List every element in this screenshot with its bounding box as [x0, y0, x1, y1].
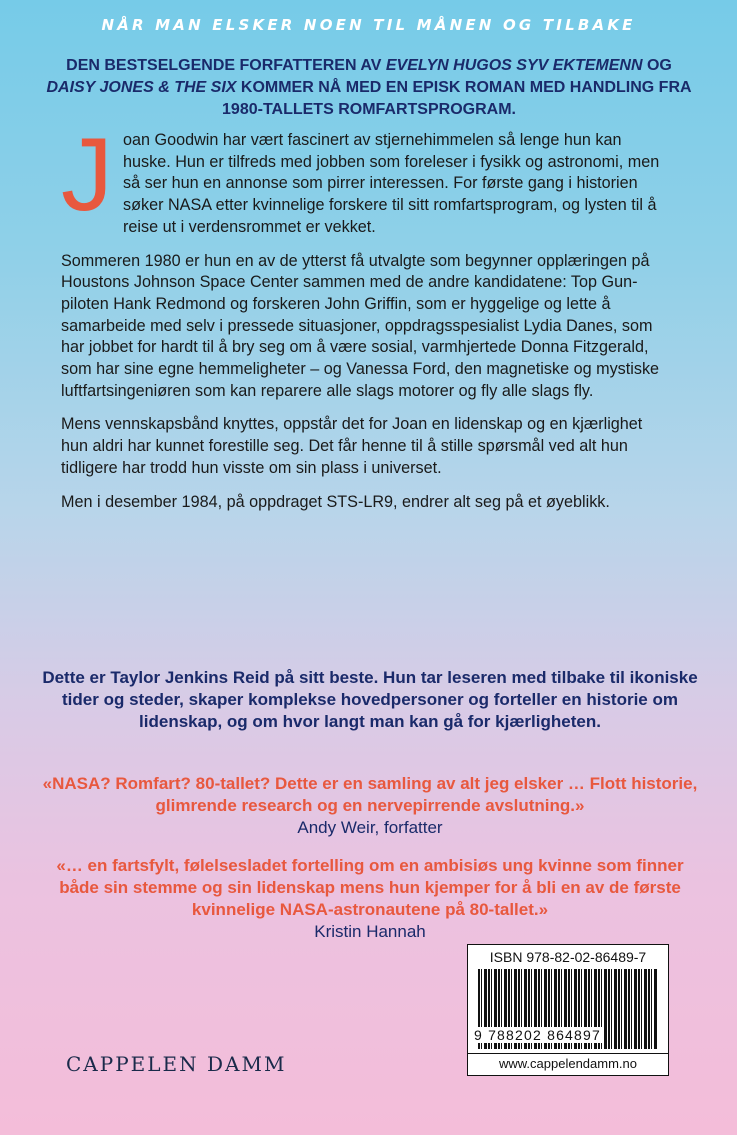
isbn: ISBN 978-82-02-86489-7 — [489, 949, 647, 965]
quote-1-author: Andy Weir, forfatter — [297, 818, 443, 837]
paragraph-1 — [61, 117, 673, 239]
praise-blurb: Dette er Taylor Jenkins Reid på sitt beste. Hun tar leseren med tilbake til ikoniske tider og steder, skaper komplekse hovedpersoner og forteller en historie om lidenskap, og om hvor langt man kan gå for kjærligheten. — [42, 668, 698, 731]
quote-1-text: «NASA? Romfart? 80-tallet? Dette er en samling av alt jeg elsker … Flott historie, glimrende research og en nervepirrende avslutning.» — [42, 774, 698, 815]
quote-2-text: «… en fartsfylt, følelsesladet fortelling om en ambisiøs ung kvinne som finner både sin stemme og sin lidenskap mens hun kjemper for å bli en av de første kvinnelige NASA-astronautene på 80-tallet.» — [56, 856, 684, 919]
drop-cap: J — [61, 117, 113, 233]
barcode-digits: 9 788202 864897 — [474, 1027, 601, 1043]
intro-part-3: KOMMER NÅ MED EN EPISK ROMAN MED HANDLING FRA 1980-TALLETS ROMFARTSPROGRAM. — [222, 79, 692, 118]
intro-text — [44, 55, 694, 121]
publisher-logo: CAPPELEN DAMM — [66, 1052, 287, 1076]
quote-2-author: Kristin Hannah — [314, 922, 426, 941]
barcode-box — [467, 944, 669, 1076]
quote-kristin-hannah — [40, 855, 700, 943]
intro-title-2: DAISY JONES & THE SIX — [46, 79, 237, 96]
paragraph-2: Sommeren 1980 er hun en av de ytterst få utvalgte som begynner opplæringen på Houstons Johnson Space Center sammen med de andre kandidatene: Top Gun-piloten Hank Redmond og forskeren John Griffin, som er hyggelige og lette å samarbeide med selv i pressede situasjoner, oppdragsspesialist Lydia Danes, som har jobbet for hardt til å bry seg om å være sosial, varmhjertede Donna Fitzgerald, som har sine egne hemmeligheter – og Vanessa Ford, den magnetiske og mystiske luftfartsingeniøren som kan reparere alle slags motorer og fly alle slags fly. — [61, 251, 660, 400]
publisher-url: www.cappelendamm.no — [468, 1053, 668, 1071]
intro-title-1: EVELYN HUGOS SYV EKTEMENN — [385, 57, 643, 74]
paragraph-1-text: oan Goodwin har vært fascinert av stjernehimmelen så lenge hun kan huske. Hun er tilfreds med jobben som foreleser i fysikk og astronomi, men så ser hun en annonse som pirrer interessen. For første gang i historien søker NASA etter kvinnelige forskere til sitt romfartsprogram, og lysten til å reise ut i verdensrommet er vekket. — [123, 131, 660, 236]
paragraph-4: Men i desember 1984, på oppdraget STS-LR9, endrer alt seg på et øyeblikk. — [61, 492, 610, 511]
quote-andy-weir — [40, 773, 700, 839]
description — [61, 117, 673, 525]
tagline: NÅR MAN ELSKER NOEN TIL MÅNEN OG TILBAKE — [101, 16, 636, 34]
intro-part-1: DEN BESTSELGENDE FORFATTEREN AV — [66, 57, 386, 74]
intro-part-2: OG — [642, 57, 672, 74]
paragraph-3: Mens vennskapsbånd knyttes, oppstår det for Joan en lidenskap og en kjærlighet hun aldri har kunnet forestille seg. Det får henne til å stille spørsmål ved alt hun tidligere har trodd hun visste om sin plass i universet. — [61, 415, 643, 477]
